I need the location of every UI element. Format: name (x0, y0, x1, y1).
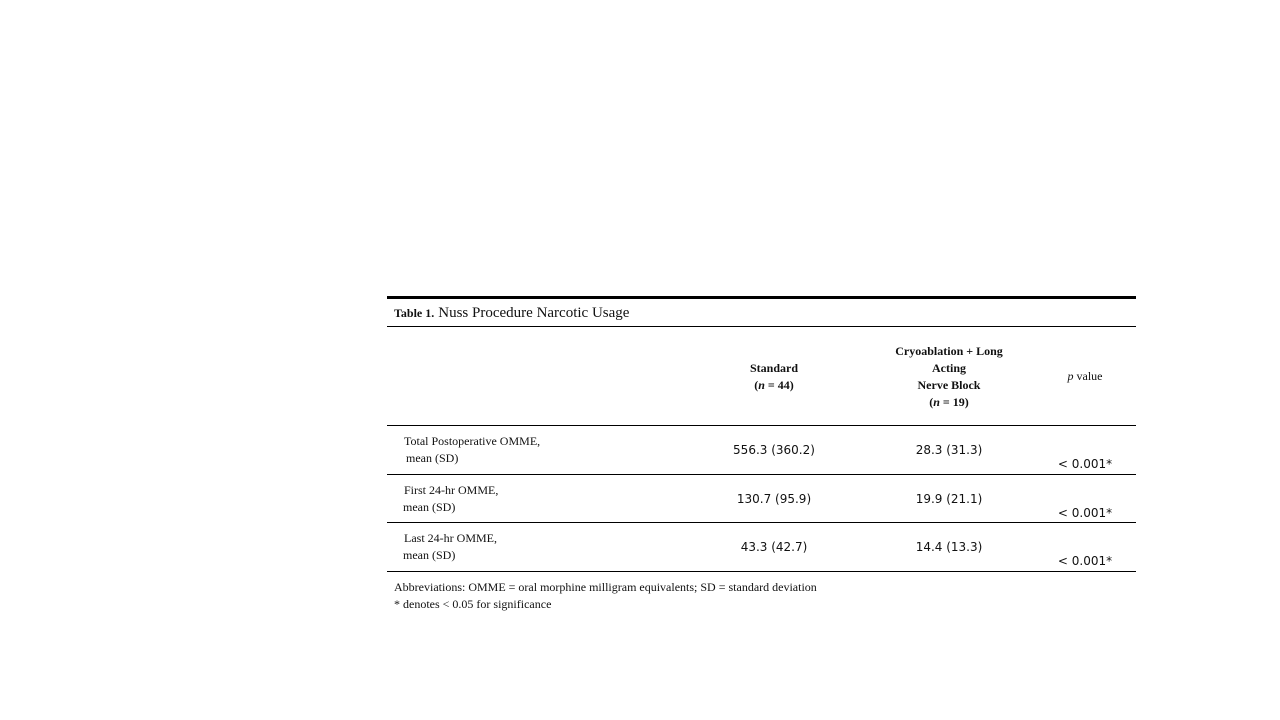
cell-total-cryo: 28.3 (31.3) (915, 443, 983, 457)
table-label: Table 1. (394, 306, 435, 320)
cell-total-standard: 556.3 (360.2) (733, 443, 815, 457)
header-standard (704, 360, 844, 394)
header-cryo-n: (n = 19) (929, 395, 969, 409)
header-standard-n: (n = 44) (754, 378, 794, 392)
row-label-total-omme: Total Postoperative OMME, mean (SD) (404, 434, 541, 465)
cell-first24-p: < 0.001* (1057, 506, 1113, 520)
table-top-rule (387, 296, 1136, 299)
cell-total-p: < 0.001* (1057, 457, 1113, 471)
table-caption (394, 304, 629, 322)
table-bottom-rule (387, 571, 1136, 572)
cell-first24-standard: 130.7 (95.9) (736, 492, 812, 506)
row-label-first-24hr: First 24-hr OMME, mean (SD) (403, 483, 499, 514)
header-standard-name: Standard (749, 361, 799, 375)
footnote-abbreviations: Abbreviations: OMME = oral morphine milligram equivalents; SD = standard deviation (394, 580, 817, 594)
row-rule-1 (387, 474, 1136, 475)
cell-first24-cryo: 19.9 (21.1) (915, 492, 983, 506)
row-rule-2 (387, 522, 1136, 523)
header-cryo-line1: Cryoablation + Long (895, 344, 1003, 358)
header-p-value: p value (1067, 369, 1103, 383)
header-cryo-line2: Acting (932, 361, 966, 375)
caption-rule (387, 326, 1136, 327)
cell-last24-cryo: 14.4 (13.3) (915, 540, 983, 554)
header-cryo-line3: Nerve Block (917, 378, 981, 392)
header-rule (387, 425, 1136, 426)
cell-last24-standard: 43.3 (42.7) (740, 540, 808, 554)
row-label-last-24hr: Last 24-hr OMME, mean (SD) (403, 531, 497, 562)
cell-last24-p: < 0.001* (1057, 554, 1113, 568)
table-title: Nuss Procedure Narcotic Usage (438, 305, 630, 321)
header-cryoablation (869, 343, 1029, 411)
footnote-significance: * denotes < 0.05 for significance (394, 597, 552, 611)
